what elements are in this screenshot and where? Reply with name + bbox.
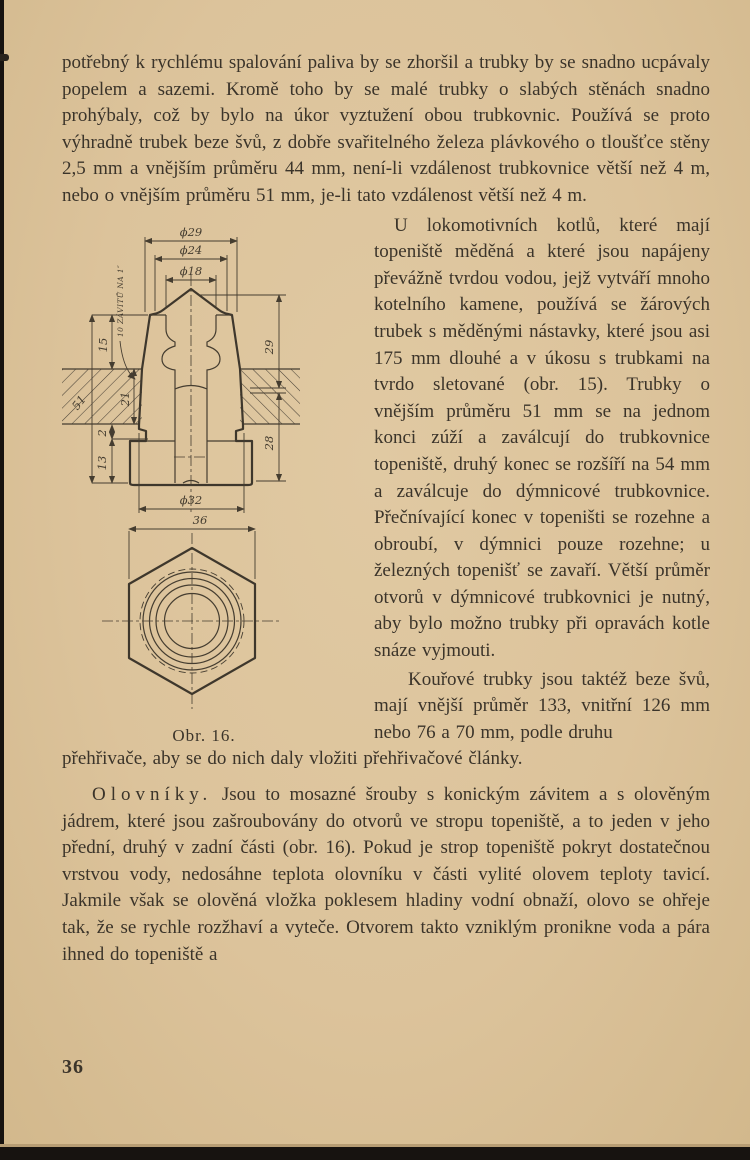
dim-2-label: 2: [95, 428, 109, 437]
dim-phi18-label: ϕ18: [179, 263, 203, 278]
thread-note: [116, 264, 135, 378]
dim-phi24-label: ϕ24: [179, 242, 203, 257]
paragraph-olovniky: [62, 782, 710, 968]
right-text-column: [370, 213, 710, 747]
olovniky-term: Olovníky.: [92, 784, 213, 806]
dim-29-label: 29: [262, 339, 276, 354]
page-number: 36: [62, 1056, 84, 1078]
paragraph-trubky: potřebný k rychlému spalování paliva by se zhoršil a trubky by se snadno ucpávaly popelem a sazemi. Kromě toho by se malé trubky o slabých stěnách snadno prohýbaly, což by bylo na úkor vyztužení obou trubkovnic. Používá se proto výhradně trubek beze švů, z dobře svařitelného železa plávkového o tloušťce stěny 2,5 mm a vnějším průměru 44 mm, není-li vzdálenost trubkovnice větší než 4 m, nebo o vnějším průměru 51 mm, je-li tato vzdálenost větší než 4 m.: [62, 52, 710, 206]
scan-edge-bottom: [0, 1147, 750, 1160]
figure-caption: Obr. 16.: [172, 725, 236, 745]
scan-edge-left: [0, 0, 4, 1160]
paragraph-kourove-trubky-continuation: přehřivače, aby se do nich daly vložiti přehřivačové články.: [62, 748, 523, 770]
dim-phi32-label: ϕ32: [179, 492, 203, 507]
dim-15-label: 15: [96, 337, 110, 352]
dim-28-label: 28: [262, 435, 276, 450]
dim-36-label: 36: [192, 512, 208, 527]
dim-21-label: 21: [118, 391, 132, 406]
paragraph-lokomotivni-kotle: U lokomotivních kotlů, které mají topeniště měděná a které jsou napájeny převážně tvrdou vodou, jejž vytváří mnoho kotelního kamene, používá se žárových trubek s měděnými nástavky, které jsou asi 175 mm dlouhé a v úkosu s trubkami na tvrdo sletované (obr. 15). Trubky o vnějším průměru 51 mm se na jednom konci zúží a zaválcují do trubkovnice topeniště, druhý konec se rozšíří na 54 mm a zaválcuje do dýmnicové trubkovnice. Přečnívající konec v topeništi se rozehne a obroubí, v dýmnici pouze rozehne; u železných topenišť se zavaří. Větší průměr otvorů v dýmnicové trubkovnici je nutný, aby bylo možno trubky při opravách kotle snáze vyjmouti.: [374, 214, 710, 662]
thread-note-label: 10 ZÁVITŮ NA 1″: [116, 264, 125, 337]
fusible-plug-drawing: [62, 217, 370, 717]
dim-phi29-label: ϕ29: [179, 224, 203, 239]
olovniky-body: Jsou to mosazné šrouby s konickým závitem a s olověným jádrem, které jsou zašroubovány do otvorů ve stropu topeniště, a to jeden v jeho přední, druhý v zadní části (obr. 16). Pokud je strop topeniště pokryt dostatečnou vrstvou vody, nedosáhne teplota olovníku v části vylité olovem teploty tavicí. Jakmile však se olověná vložka poklesem hladiny vodní obnaží, olovo se ohřeje tak, že se rychle rozžhaví a vyteče. Otvorem takto vzniklým pronikne voda a pára ihned do topeniště a: [62, 784, 710, 965]
scan-edge-mark: [0, 54, 9, 61]
figure-text-wrap: [62, 213, 710, 747]
dim-13-label: 13: [95, 455, 109, 470]
figure-obr-16: [62, 213, 370, 746]
paragraph-kourove-trubky: Kouřové trubky jsou taktéž beze švů, mají vnější průměr 133, vnitřní 126 mm nebo 76 a 70 mm, podle druhu: [374, 668, 710, 743]
dim-51-label: 51: [68, 392, 89, 413]
page-content: [62, 50, 710, 968]
